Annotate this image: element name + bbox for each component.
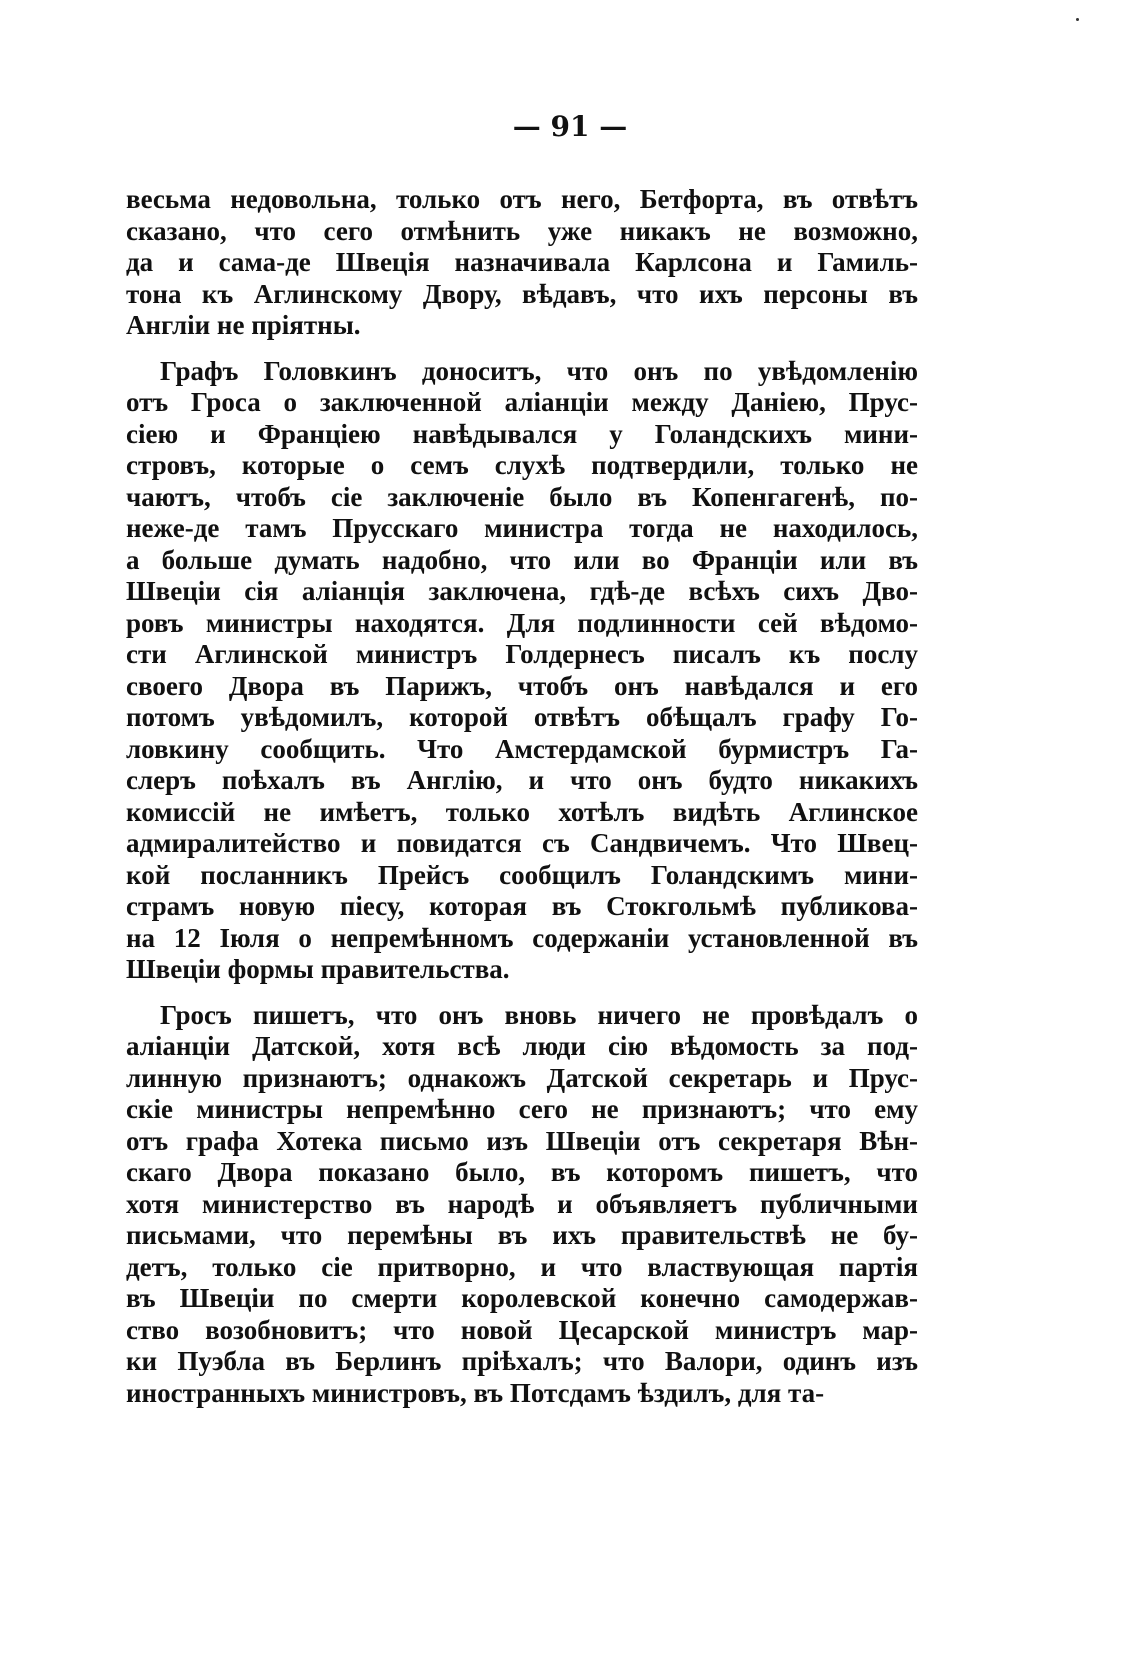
paragraph-3-line: скаго Двора показано было, въ которомъ пишетъ, что [126, 1157, 918, 1187]
paragraph-3-line: скіе министры непремѣнно сего не признаютъ; что ему [126, 1094, 918, 1124]
paragraph-3-line: письмами, что перемѣны въ ихъ правительствѣ не бу- [126, 1220, 918, 1250]
paragraph-2-line: сіею и Франціею навѣдывался у Голандскихъ мини- [126, 418, 918, 449]
paragraph-3-line: иностранныхъ министровъ, въ Потсдамъ ѣздилъ, для та- [126, 1377, 825, 1408]
paragraph-3-line: линную признаютъ; однакожъ Датской секретарь и Прус- [126, 1062, 918, 1093]
paragraph-2-line: отъ Гроса о заключенной аліанціи между Даніею, Прус- [126, 387, 918, 417]
scan-speck [1076, 18, 1079, 21]
paragraph-2-line: Швеціи сія аліанція заключена, гдѣ-де всѣхъ сихъ Дво- [126, 576, 918, 606]
paragraph-3-line: детъ, только сіе притворно, и что властвующая партія [126, 1251, 918, 1282]
paragraph-3-line: хотя министерство въ народѣ и объявляетъ публичными [126, 1188, 918, 1219]
paragraph-2-line: потомъ увѣдомилъ, которой отвѣтъ обѣщалъ графу Го- [126, 702, 918, 732]
paragraph-2-line: слеръ поѣхалъ въ Англію, и что онъ будто никакихъ [126, 765, 918, 795]
paragraph-2-line: кой посланникъ Прейсъ сообщилъ Голандскимъ мини- [126, 859, 918, 890]
paragraph-1-line: да и сама-де Швеція назначивала Карлсона и Гамиль- [126, 247, 918, 277]
paragraph-3-line: ки Пуэбла въ Берлинъ пріѣхалъ; что Валори, одинъ изъ [126, 1346, 918, 1376]
paragraph-3-line: отъ графа Хотека письмо изъ Швеціи отъ секретаря Вѣн- [126, 1125, 918, 1156]
paragraph-2-line: на 12 Іюля о непремѣнномъ содержаніи установленной въ [126, 922, 918, 953]
paragraph-2-line: комиссій не имѣетъ, только хотѣлъ видѣть Аглинское [126, 796, 918, 827]
paragraph-2-line: Графъ Головкинъ доноситъ, что онъ по увѣдомленію [160, 355, 918, 386]
paragraph-3-line: въ Швеціи по смерти королевской конечно самодержав- [126, 1283, 918, 1313]
paragraph-2-line: ловкину сообщить. Что Амстердамской бурмистръ Га- [126, 733, 918, 764]
paragraph-3-line: ство возобновитъ; что новой Цесарской министръ мар- [126, 1314, 918, 1345]
paragraph-2-line: Швеціи формы правительства. [126, 954, 510, 984]
paragraph-2-line: чаютъ, чтобъ сіе заключеніе было въ Копенгагенѣ, по- [126, 481, 918, 512]
paragraph-2-line: адмиралитейство и повидатся съ Сандвичемъ. Что Швец- [126, 828, 918, 858]
paragraph-gap [126, 986, 918, 1000]
paragraph-1-line: весьма недовольна, только отъ него, Бетфорта, въ отвѣтъ [126, 184, 918, 214]
paragraph-2-line: страмъ новую піесу, которая въ Стокгольмѣ публикова- [126, 891, 918, 921]
paragraph-2-line: а больше думать надобно, что или во Франціи или въ [126, 544, 918, 575]
paragraph-1-line: сказано, что сего отмѣнить уже никакъ не возможно, [126, 215, 918, 246]
paragraph-1-line: тона къ Аглинскому Двору, вѣдавъ, что ихъ персоны въ [126, 278, 918, 309]
body-text [126, 184, 918, 1409]
paragraph-2-line: неже-де тамъ Прусскаго министра тогда не находилось, [126, 513, 918, 543]
paragraph-1-line: Англіи не пріятны. [126, 310, 361, 340]
page-number: — 91 — [512, 110, 628, 143]
paragraph-3-line: аліанціи Датской, хотя всѣ люди сію вѣдомость за под- [126, 1031, 918, 1061]
paragraph-2-line: ровъ министры находятся. Для подлинности сей вѣдомо- [126, 607, 918, 638]
paragraph-2-line: стровъ, которые о семъ слухѣ подтвердили, только не [126, 450, 918, 480]
paragraph-2-line: сти Аглинской министръ Голдернесъ писалъ къ послу [126, 639, 918, 669]
paragraph-gap [126, 342, 918, 356]
paragraph-2-line: своего Двора въ Парижъ, чтобъ онъ навѣдался и его [126, 670, 918, 701]
paragraph-3-line: Гросъ пишетъ, что онъ вновь ничего не провѣдалъ о [160, 999, 918, 1030]
